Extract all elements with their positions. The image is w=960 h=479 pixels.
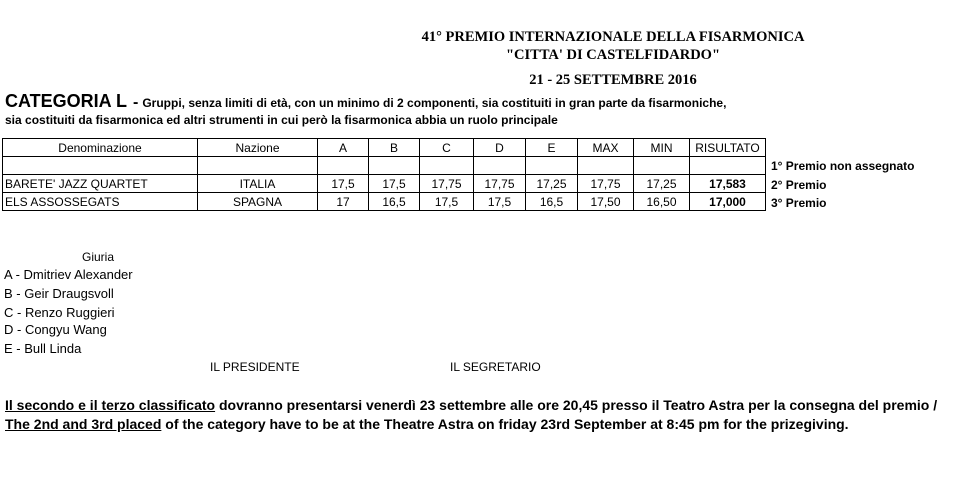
column-header-denominazione: Denominazione [3,139,198,157]
score-result: 17,000 [690,193,766,211]
jury-member: B - Geir Draugsvoll [4,286,114,301]
table-cell [198,157,318,175]
score-a: 17,5 [318,175,369,193]
score-b: 17,5 [369,175,420,193]
score-min: 16,50 [634,193,690,211]
column-header-e: E [526,139,578,157]
column-header-nazione: Nazione [198,139,318,157]
jury-label: Giuria [82,250,115,264]
table-cell [420,157,474,175]
score-b: 16,5 [369,193,420,211]
score-c: 17,75 [420,175,474,193]
column-header-max: MAX [578,139,634,157]
category-description-line1: Gruppi, senza limiti di età, con un minimo di 2 componenti, sia costituiti in gran parte da fisarmoniche, [142,96,727,110]
score-d: 17,5 [474,193,526,211]
table-cell [369,157,420,175]
score-min: 17,25 [634,175,690,193]
table-cell [3,157,198,175]
note-italian-text: dovranno presentarsi venerdì 23 settembre alle ore 20,45 presso il Teatro Astra per la consegna del premio / [215,397,938,413]
note-english-underlined: The 2nd and 3rd placed [5,416,162,432]
table-header-row [3,139,766,157]
placement-second: 2° Premio [771,178,827,192]
score-max: 17,50 [578,193,634,211]
category-title: CATEGORIA L [5,91,127,111]
table-cell [690,157,766,175]
secretary-signature-label: IL SEGRETARIO [450,360,541,374]
table-row [3,175,766,193]
column-header-risultato: RISULTATO [690,139,766,157]
table-row [3,157,766,175]
prizegiving-note [5,396,960,434]
competition-dates: 21 - 25 SETTEMBRE 2016 [529,72,697,88]
category-heading [5,91,960,112]
table-cell [578,157,634,175]
note-english-text: of the category have to be at the Theatre Astra on friday 23rd September at 8:45 pm for the prizegiving. [161,416,849,432]
score-max: 17,75 [578,175,634,193]
score-c: 17,5 [420,193,474,211]
table-row [3,193,766,211]
group-name: ELS ASSOSSEGATS [3,193,198,211]
placement-third: 3° Premio [771,196,827,210]
score-e: 16,5 [526,193,578,211]
column-header-c: C [420,139,474,157]
jury-member: C - Renzo Ruggieri [4,305,115,320]
note-italian-underlined: Il secondo e il terzo classificato [5,397,216,413]
table-cell [526,157,578,175]
score-d: 17,75 [474,175,526,193]
group-nation: ITALIA [198,175,318,193]
group-nation: SPAGNA [198,193,318,211]
score-e: 17,25 [526,175,578,193]
jury-member: A - Dmitriev Alexander [4,267,133,282]
table-cell [634,157,690,175]
table-cell [474,157,526,175]
president-signature-label: IL PRESIDENTE [210,360,300,374]
column-header-b: B [369,139,420,157]
results-table [2,138,766,211]
score-result: 17,583 [690,175,766,193]
competition-title: 41° PREMIO INTERNAZIONALE DELLA FISARMONICA [421,29,805,45]
category-description-line2: sia costituiti da fisarmonica ed altri strumenti in cui però la fisarmonica abbia un ruolo principale [5,113,558,127]
jury-member: D - Congyu Wang [4,322,107,337]
competition-city: "CITTA' DI CASTELFIDARDO" [505,47,721,63]
score-a: 17 [318,193,369,211]
group-name: BARETE' JAZZ QUARTET [3,175,198,193]
jury-member: E - Bull Linda [4,341,82,356]
column-header-min: MIN [634,139,690,157]
column-header-d: D [474,139,526,157]
table-cell [318,157,369,175]
column-header-a: A [318,139,369,157]
placement-first: 1° Premio non assegnato [771,159,915,173]
category-dash: - [133,94,139,111]
